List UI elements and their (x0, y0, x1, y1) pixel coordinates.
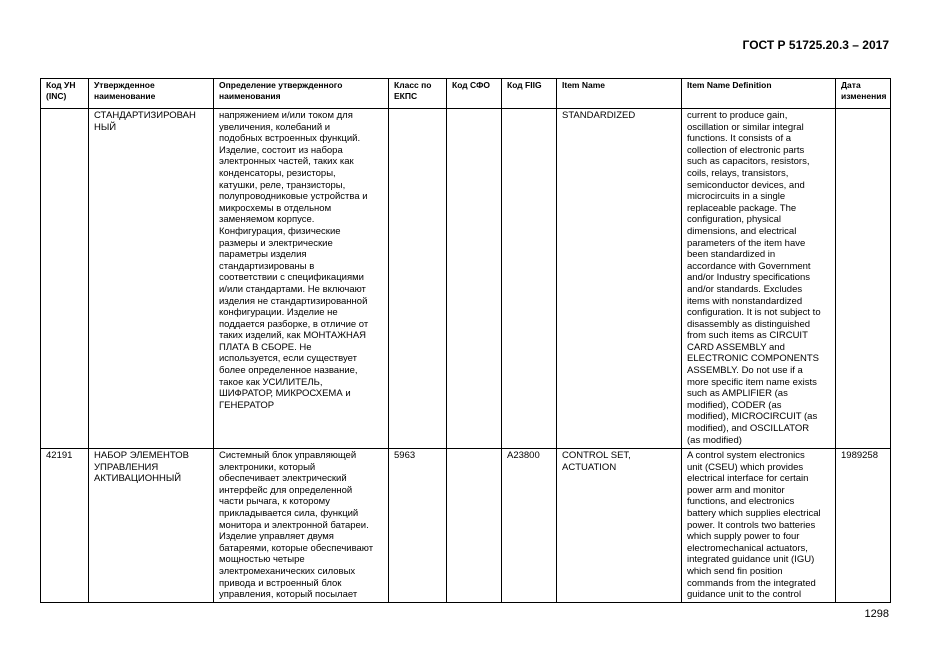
cell-sfo (447, 449, 502, 603)
cell-item-name: CONTROL SET, ACTUATION (557, 449, 682, 603)
cell-item-definition: A control system electronics unit (CSEU) which provides electrical interface for certain power arm and monitor functions, and electronics battery which supplies electrical power. It controls two batteries which supply power to four electromechanical actuators, integrated guidance unit (IGU) which send fin position commands from the integrated guidance unit to the control (682, 449, 836, 603)
table-row (41, 449, 891, 603)
cell-fiig (502, 109, 557, 449)
cell-class (389, 109, 447, 449)
col-header-date: Дата изменения (836, 79, 891, 109)
table-header-row (41, 79, 891, 109)
document-header: ГОСТ Р 51725.20.3 – 2017 (742, 38, 889, 52)
col-header-item-definition: Item Name Definition (682, 79, 836, 109)
cell-inc: 42191 (41, 449, 89, 603)
col-header-class: Класс по ЕКПС (389, 79, 447, 109)
cell-date: 1989258 (836, 449, 891, 603)
col-header-definition: Определение утвержденного наименования (214, 79, 389, 109)
cell-definition: Системный блок управляющей электроники, который обеспечивает электрический интерфейс для определенной части рычага, к которому прикладывается сила, функций монитора и электронной батареи. Изделие управляет двумя батареями, которые обеспечивают мощностью четыре электромеханических силовых привода и встроенный блок управления, который посылает (214, 449, 389, 603)
cell-item-definition: current to produce gain, oscillation or similar integral functions. It consists of a collection of electronic parts such as capacitors, resistors, coils, relays, transistors, semiconductor devices, and microcircuits in a single replaceable package. The configuration, physical dimensions, and electrical parameters of the item have been standardized in accordance with Government and/or Industry specifications and/or standards. Excludes items with nonstandardized configuration. It is not subject to disassembly as distinguished from such items as CIRCUIT CARD ASSEMBLY and ELECTRONIC COMPONENTS ASSEMBLY. Do not use if a more specific item name exists such as AMPLIFIER (as modified), CODER (as modified), MICROCIRCUIT (as modified), and OSCILLATOR (as modified) (682, 109, 836, 449)
page-number: 1298 (864, 608, 889, 620)
cell-date (836, 109, 891, 449)
col-header-sfo: Код СФО (447, 79, 502, 109)
cell-approved-name: НАБОР ЭЛЕМЕНТОВ УПРАВЛЕНИЯ АКТИВАЦИОННЫЙ (89, 449, 214, 603)
cell-item-name: STANDARDIZED (557, 109, 682, 449)
cell-definition: напряжением и/или током для увеличения, колебаний и подобных встроенных функций. Изделие, состоит из набора электронных частей, таких как конденсаторы, резисторы, катушки, реле, транзисторы, полупроводниковые устройства и микросхемы в отдельном заменяемом корпусе. Конфигурация, физические размеры и электрические параметры изделия стандартизированы в соответствии с спецификациями и/или стандартами. Не включают изделия не стандартизированной конфигурации. Изделие не поддается разборке, в отличие от таких изделий, как МОНТАЖНАЯ ПЛАТА В СБОРЕ. Не используется, если существует более определенное название, такое как УСИЛИТЕЛЬ, ШИФРАТОР, МИКРОСХЕМА и ГЕНЕРАТОР (214, 109, 389, 449)
col-header-item-name: Item Name (557, 79, 682, 109)
col-header-inc: Код УН (INC) (41, 79, 89, 109)
col-header-fiig: Код FIIG (502, 79, 557, 109)
cell-inc (41, 109, 89, 449)
col-header-approved-name: Утвержденное наименование (89, 79, 214, 109)
cell-sfo (447, 109, 502, 449)
cell-fiig: A23800 (502, 449, 557, 603)
table-row (41, 109, 891, 449)
catalog-table (40, 78, 891, 603)
cell-class: 5963 (389, 449, 447, 603)
cell-approved-name: СТАНДАРТИЗИРОВАН НЫЙ (89, 109, 214, 449)
